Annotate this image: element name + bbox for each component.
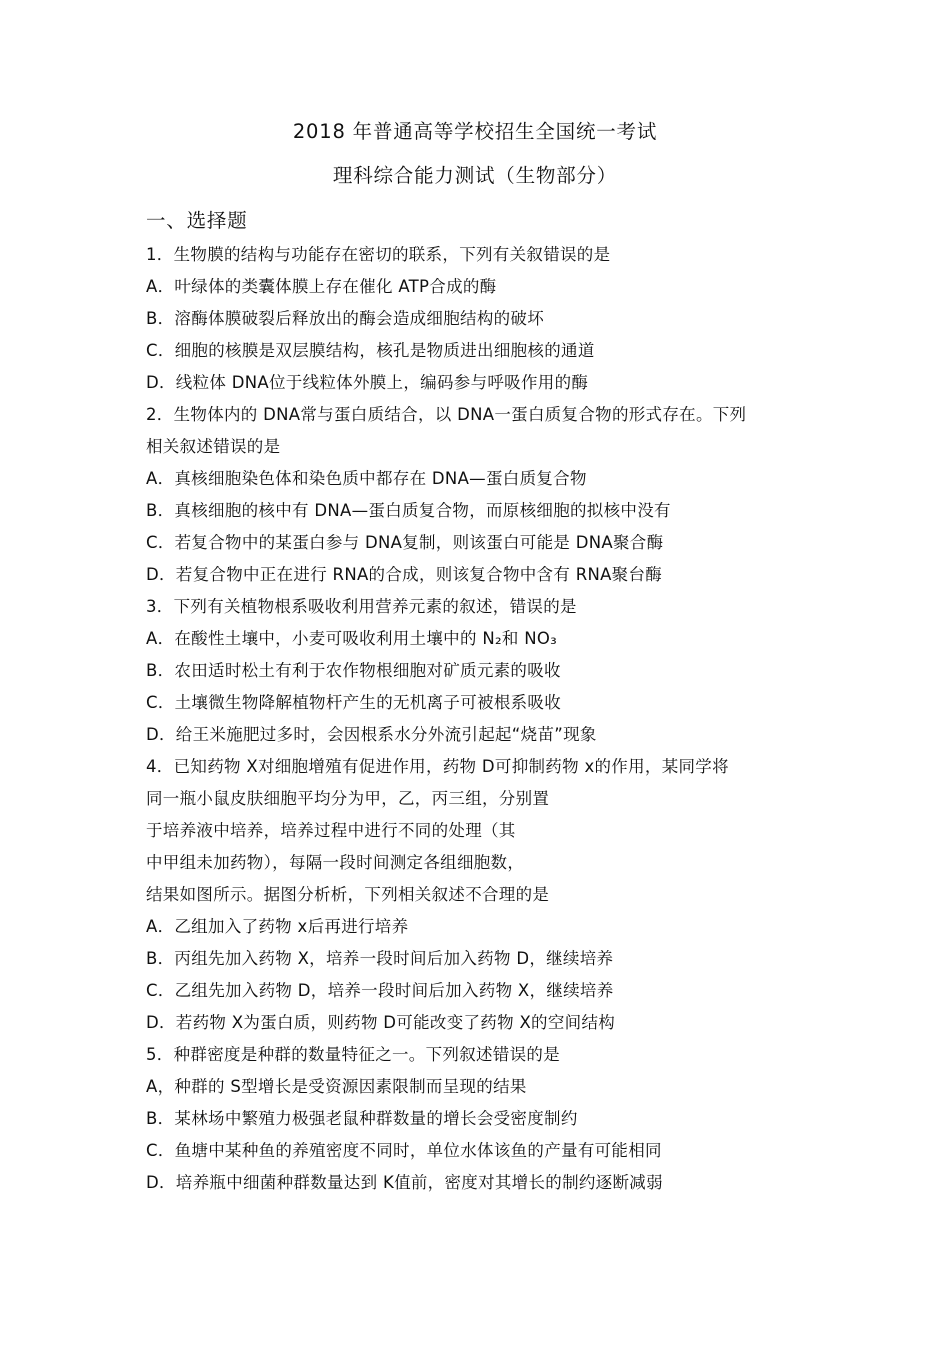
question-2-option-d: D．若复合物中正在进行 RNA的合成，则该复合物中含有 RNA聚台酶 xyxy=(146,565,663,584)
question-3-option-d: D．给王米施肥过多时，会因根系水分外流引起起“烧苗”现象 xyxy=(146,725,597,744)
question-5-option-b: B．某林场中繁殖力极强老鼠种群数量的增长会受密度制约 xyxy=(146,1109,578,1128)
question-2-option-a: A．真核细胞染色体和染色质中都存在 DNA—蛋白质复合物 xyxy=(146,469,587,488)
question-4-option-c: C．乙组先加入药物 D，培养一段时间后加入药物 X，继续培养 xyxy=(146,981,614,1000)
question-4-option-b: B．丙组先加入药物 X，培养一段时间后加入药物 D，继续培养 xyxy=(146,949,614,968)
question-4-stem-cont-4: 结果如图所示。据图分析析，下列相关叙述不合理的是 xyxy=(146,885,550,904)
exam-subtitle: 理科综合能力测试（生物部分） xyxy=(332,164,618,187)
question-5-option-a: A，种群的 S型增长是受资源因素限制而呈现的结果 xyxy=(146,1077,527,1096)
section-heading: 一、选择题 xyxy=(146,209,248,232)
question-4-stem: 4．已知药物 X对细胞增殖有促进作用，药物 D可抑制药物 x的作用，某同学将 xyxy=(146,757,729,776)
question-4-stem-cont-2: 于培养液中培养，培养过程中进行不同的处理（其 xyxy=(146,821,516,840)
question-3-option-a: A．在酸性土壤中，小麦可吸收利用土壤中的 N₂和 NO₃ xyxy=(146,629,558,648)
question-2-stem-cont: 相关叙述错误的是 xyxy=(146,437,281,456)
exam-title: 2018 年普通高等学校招生全国统一考试 xyxy=(292,120,658,143)
question-3-option-c: C．土壤微生物降解植物杆产生的无机离子可被根系吸收 xyxy=(146,693,562,712)
question-1-option-a: A．叶绿体的类囊体膜上存在催化 ATP合成的酶 xyxy=(146,277,497,296)
question-4-stem-cont-3: 中甲组未加药物），每隔一段时间测定各组细胞数， xyxy=(146,853,525,872)
question-2-stem: 2．生物体内的 DNA常与蛋白质结合，以 DNA一蛋白质复合物的形式存在。下列 xyxy=(146,405,747,424)
question-5-stem: 5．种群密度是种群的数量特征之一。下列叙述错误的是 xyxy=(146,1045,560,1064)
question-3-option-b: B．农田适时松土有利于农作物根细胞对矿质元素的吸收 xyxy=(146,661,561,680)
question-1-option-c: C．细胞的核膜是双层膜结构，核孔是物质进出细胞核的通道 xyxy=(146,341,595,360)
question-1-option-d: D．线粒体 DNA位于线粒体外膜上，编码参与呼吸作用的酶 xyxy=(146,373,589,392)
question-2-option-b: B．真核细胞的核中有 DNA—蛋白质复合物，而原核细胞的拟核中没有 xyxy=(146,501,671,520)
question-4-option-a: A．乙组加入了药物 x后再进行培养 xyxy=(146,917,409,936)
question-1-stem: 1．生物膜的结构与功能存在密切的联系，下列有关叙错误的是 xyxy=(146,245,611,264)
question-1-option-b: B．溶酶体膜破裂后释放出的酶会造成细胞结构的破坏 xyxy=(146,309,545,328)
question-5-option-d: D．培养瓶中细菌种群数量达到 K值前，密度对其增长的制约逐断减弱 xyxy=(146,1173,663,1192)
question-4-stem-cont-1: 同一瓶小鼠皮肤细胞平均分为甲，乙，丙三组，分别置 xyxy=(146,789,550,808)
question-5-option-c: C．鱼塘中某种鱼的养殖密度不同时，单位水体该鱼的产量有可能相同 xyxy=(146,1141,662,1160)
question-4-option-d: D．若药物 X为蛋白质，则药物 D可能改变了药物 X的空间结构 xyxy=(146,1013,616,1032)
question-3-stem: 3．下列有关植物根系吸收利用营养元素的叙述，错误的是 xyxy=(146,597,577,616)
question-2-option-c: C．若复合物中的某蛋白参与 DNA复制，则该蛋白可能是 DNA聚合酶 xyxy=(146,533,664,552)
